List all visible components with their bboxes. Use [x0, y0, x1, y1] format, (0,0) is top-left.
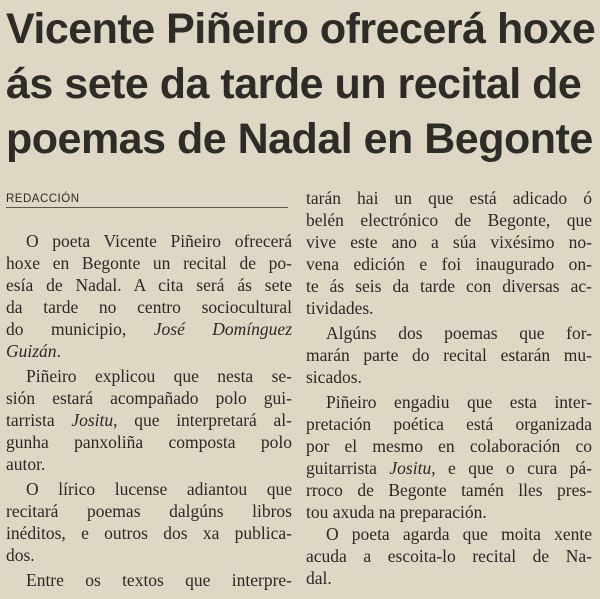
italic-name: Jositu — [71, 410, 114, 430]
text-line: rroco de Begonte tamén lles pres- — [306, 480, 592, 500]
text-line: recitará poemas dalgúns libros — [6, 501, 292, 521]
italic-name: José Domínguez — [153, 319, 293, 339]
text-line: autor. — [6, 454, 46, 474]
text-line: O poeta Vicente Piñeiro ofrecerá — [26, 231, 292, 251]
italic-name: Guizán — [6, 341, 57, 361]
italic-name: Jositu — [389, 458, 432, 478]
headline-line: ás sete da tarde un recital de — [6, 60, 582, 108]
text-line: Guizán. — [6, 341, 61, 361]
byline: REDACCIÓN — [6, 192, 288, 208]
text-line: esía de Nadal. A cita será ás sete — [6, 275, 292, 295]
text-line: O lírico lucense adiantou que — [26, 479, 292, 499]
text-line: tou axuda na preparación. — [306, 502, 487, 522]
text-line: acuda a escoita-lo recital de Na- — [306, 546, 592, 566]
text-line: marán parte do recital estarán mu- — [306, 345, 592, 365]
text-line: tividades. — [306, 298, 374, 318]
text-line: sicados. — [306, 367, 362, 387]
text-line: do municipio, José Domínguez — [6, 319, 293, 339]
text-line: tarrista Jositu, que interpretará al- — [6, 410, 292, 430]
text-line: gunha panxoliña composta polo — [6, 432, 292, 452]
text-line: tarán hai un que está adicado ó — [306, 188, 592, 208]
text-line: por el mesmo en colaboración co — [306, 436, 592, 456]
text-line: Entre os textos que interpre- — [26, 570, 292, 590]
article-column-1 — [6, 230, 292, 591]
text-line: hoxe en Begonte un recital de po- — [6, 253, 292, 273]
text-line: dos. — [6, 545, 35, 565]
text-line: vive este ano a súa vixésimo no- — [306, 232, 592, 252]
text-line: pretación poética está organizada — [306, 414, 592, 434]
text-line: Piñeiro engadiu que esta inter- — [326, 392, 592, 412]
text-line: da tarde no centro sociocultural — [6, 297, 292, 317]
text-line: guitarrista Jositu, e que o cura pá- — [306, 458, 592, 478]
text-line: O poeta agarda que moita xente — [326, 524, 592, 544]
text-line: sión estará acompañado polo gui- — [6, 388, 292, 408]
text-line: Piñeiro explicou que nesta se- — [26, 366, 292, 386]
text-line: inéditos, e outros dos xa publica- — [6, 523, 292, 543]
headline-line: Vicente Piñeiro ofrecerá hoxe — [6, 5, 596, 53]
headline-line: poemas de Nadal en Begonte — [6, 115, 593, 163]
text-line: belén electrónico de Begonte, que — [306, 210, 592, 230]
text-line: te ás seis da tarde con diversas ac- — [306, 276, 592, 296]
text-line: Algúns dos poemas que for- — [326, 323, 592, 343]
headline — [6, 2, 598, 167]
text-line: vena edición e foi inaugurado on- — [306, 254, 592, 274]
text-line: dal. — [306, 568, 332, 588]
article-column-2 — [306, 187, 592, 589]
